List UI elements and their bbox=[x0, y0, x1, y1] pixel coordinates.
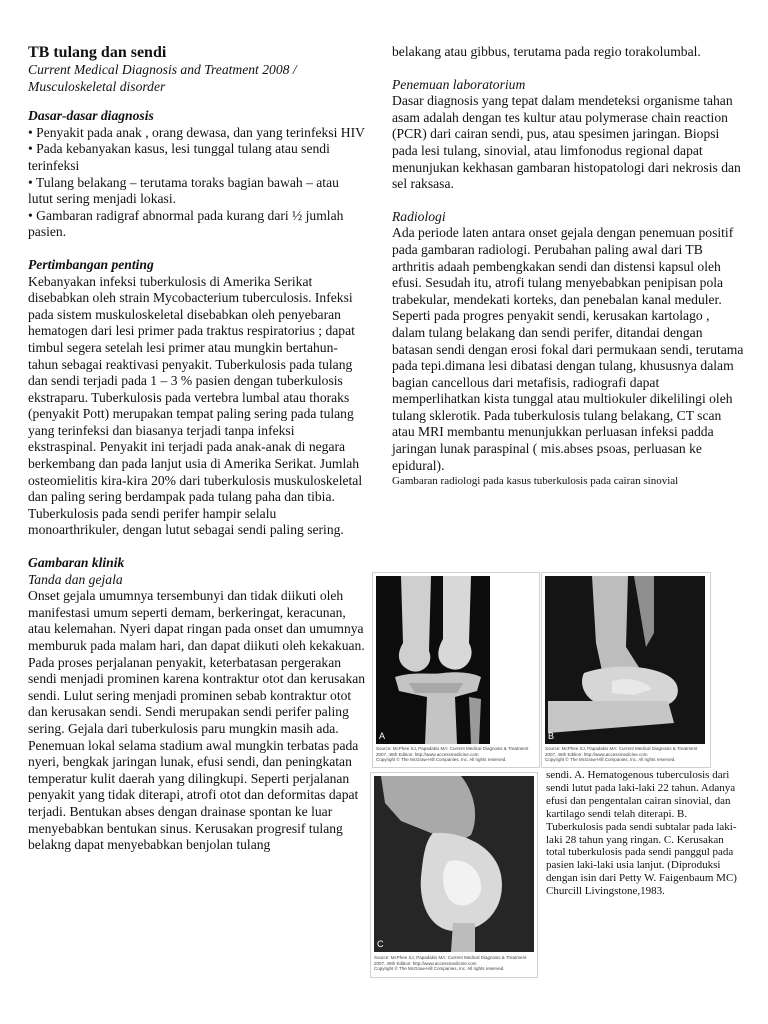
paragraph-laboratorium: Dasar diagnosis yang tepat dalam mendeteksi organisme tahan asam adalah dengan tes kultur atau polymerase chain reaction (PCR) dari cairan sendi, pus, atau spesimen jaringan. Biopsi pada lesi tulang, sinovial, atau limfonodus regional dapat menunjukan kekhasan gambaran histopatologi dari nekrosis dan sel raksasa. bbox=[392, 93, 741, 192]
radiograph-a bbox=[372, 572, 540, 768]
figure-copyright: Copyright © The McGraw-Hill Companies, Inc. All rights reserved. bbox=[376, 757, 507, 762]
figure-source: Source: McPhee SJ, Papadakis MA: Current Medical Diagnosis & Treatment 2007, 46th Edition: http://www.accessmedicine.com bbox=[374, 955, 527, 966]
section-heading-laboratorium: Penemuan laboratorium bbox=[392, 76, 526, 92]
paragraph-klinik-1: Onset gejala umumnya tersembunyi dan tidak diikuti oleh manifestasi umum seperti demam, berkeringat, keracunan, atau kelemahan. Nyeri dapat ringan pada onset dan umumnya memburuk pada malam hari, dan dapat diikuti oleh kekakuan. Pada proses perjalanan penyakit, keterbatasan pergerakan sendi menjadi prominen karena kontraktur otot dan kerusakan sendi. Lulut sering menjadi prominen sebab kontraktur otot dan kerusakan sendi. Sendi merupakan sendi perifer paling sering. Gejala dari tuberkulosis paru mungkin masih ada. bbox=[28, 588, 366, 736]
bullet-item: • Tulang belakang – terutama toraks bagian bawah – atau lutut sering menjadi lokasi. bbox=[28, 174, 339, 207]
figure-caption: sendi. A. Hematogenous tuberculosis dari sendi lutut pada laki-laki 22 tahun. Adanya efusi dan pengentalan cairan sinovial, dan kartilago sendi telah diterapi. B. Tuberkulosis pada sendi subtalar pada laki-laki 28 tahun yang ringan. C. Kerusakan total tuberkulosis pada sendi panggul pada pasien laki-laki usia lanjut. (Diproduksi dengan isin dari Petty W. Faigenbaum MC) Churcill Livingstone,1983. bbox=[546, 769, 737, 898]
radiograph-b bbox=[541, 572, 711, 768]
ankle-xray-image bbox=[542, 573, 710, 767]
paragraph-klinik-continued: belakang atau gibbus, terutama pada regio torakolumbal. bbox=[392, 44, 701, 59]
panel-letter: C bbox=[377, 939, 384, 949]
subheading-tanda-gejala: Tanda dan gejala bbox=[28, 571, 123, 587]
panel-letter: A bbox=[379, 731, 386, 741]
knee-xray-image bbox=[373, 573, 539, 767]
section-heading-klinik: Gambaran klinik bbox=[28, 555, 125, 571]
radiograph-c bbox=[370, 772, 538, 978]
paragraph-radiologi: Ada periode laten antara onset gejala dengan penemuan positif pada gambaran radiologi. Perubahan paling awal dari TB arthritis adaah pembengkakan sendi dan distensi kapsul oleh efusi. Sesudah itu, atrofi tulang menyebabkan penipisan pola trabekular, mendekati korteks, dan penebalan kanal meduler. Seperti pada progres penyakit sendi, kerusakan kartolago , dalam tulang belakang dan sendi perifer, ditandai dengan batasan sendi dengan erosi fokal dari permukaan sendi, terutama pada tepi.dimana lesi dibatasi dengan tulang, khususnya dalam bagian cancellous dari metafisis, radiografi dapat memperlihatkan kista tunggal atau multiokuler dikelilingi oleh tulang sklerotik. Pada tuberkulosis tulang belakang, CT scan atau MRI membantu menunjukkan perluasan infeksi padda jaringan lunak paraspinal ( mis.abses psoas, perluasan ke epidural). bbox=[392, 225, 744, 473]
figure-copyright: Copyright © The McGraw-Hill Companies, Inc. All rights reserved. bbox=[545, 757, 676, 762]
section-heading-pertimbangan: Pertimbangan penting bbox=[28, 256, 154, 272]
hip-xray-image bbox=[371, 773, 537, 977]
bullet-item: • Pada kebanyakan kasus, lesi tunggal tulang atau sendi terinfeksi bbox=[28, 141, 330, 173]
figure-source: Source: McPhee SJ, Papadakis MA: Current Medical Diagnosis & Treatment 2007, 46th Edition: http://www.accessmedicine.com bbox=[376, 746, 529, 757]
panel-letter: B bbox=[548, 731, 555, 741]
subtitle: Current Medical Diagnosis and Treatment 2008 / Musculoskeletal disorder bbox=[28, 62, 297, 94]
figure-title: Gambaran radiologi pada kasus tuberkulosis pada cairan sinovial bbox=[392, 475, 679, 488]
figure-source: Source: McPhee SJ, Papadakis MA: Current Medical Diagnosis & Treatment 2007, 46th Edition: http://www.accessmedicine.com bbox=[545, 746, 698, 757]
bullet-item: • Penyakit pada anak , orang dewasa, dan yang terinfeksi HIV bbox=[28, 124, 365, 140]
right-column bbox=[392, 44, 744, 488]
left-column bbox=[28, 44, 366, 854]
paragraph-pertimbangan: Kebanyakan infeksi tuberkulosis di Amerika Serikat disebabkan oleh strain Mycobacterium tuberculosis. Infeksi pada sistem muskuloskeletal disebabkan oleh penyebaran hematogen dari lesi primer pada traktus respiratorius ; dapat timbul segera setelah lesi primer atau mungkin bertahun-tahun sebagai reaktivasi penyakit. Tuberkulosis pada tulang dan sendi terjadi pada 1 – 3 % pasien dengan tuberkulosis ekstraparu. Tuberkulosis pada vertebra lumbal atau thoraks (penyakit Pott) merupakan tempat paling sering pada tulang yang terinfeksi dan biasanya terjadi tanpa infeksi ekstraspinal. Penyakit ini terjadi pada anak-anak di negara berkembang dan pada lanjut usia di Amerika Serikat. Jumlah osteomielitis kira-kira 20% dari tuberkulosis muskuloskeletal dan paling sering berdampak pada tulang paha dan tibia. Tuberkulosis pada sendi perifer hampir selalu monoarthrikuler, dengan lutut sebagai sendi paling sering. bbox=[28, 273, 363, 538]
figure-copyright: Copyright © The McGraw-Hill Companies, Inc. All rights reserved. bbox=[374, 966, 505, 971]
bullet-item: • Gambaran radigraf abnormal pada kurang dari ½ jumlah pasien. bbox=[28, 207, 344, 240]
page-title: TB tulang dan sendi bbox=[28, 44, 167, 61]
section-heading-radiologi: Radiologi bbox=[392, 208, 446, 224]
section-heading-dasar: Dasar-dasar diagnosis bbox=[28, 108, 154, 124]
paragraph-klinik-2: Penemuan lokal selama stadium awal mungkin terbatas pada nyeri, bengkak jaringan lunak, efusi sendi, dan peningkatan temperatur kulit daerah yang dilingkupi. Seperti perjalanan penyakit yang tidak diterapi, atrofi otot dan deformitas dapat terjadi. Bentukan abses dengan drainase spontan ke luar menyebabkan bentukan sinus. Kerusakan progresif tulang belakng dapat menyebabkan benjolan tulang bbox=[28, 737, 359, 853]
